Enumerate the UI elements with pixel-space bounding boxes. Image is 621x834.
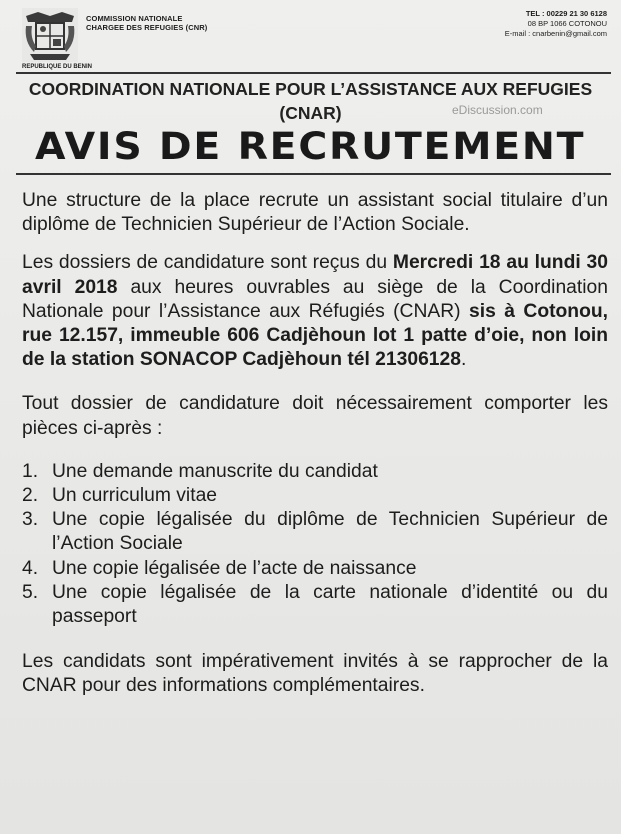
list-item-text: Une copie légalisée du diplôme de Technicien Supérieur de l’Action Sociale: [52, 509, 608, 555]
dates-text-c: aux heures ouvrables au siège de la Coordination Nationale pour l’Assistance aux Réfugiés (CNAR): [22, 276, 608, 322]
dates-period: Mercredi 18 au lundi 30 avril 2018: [22, 252, 608, 298]
list-item: [22, 581, 608, 629]
list-item-number: 3.: [22, 509, 39, 531]
heading-divider: [16, 173, 611, 175]
paragraph-closing: Les candidats sont impérativement invités à se rapprocher de la CNAR pour des informations complémentaires.: [22, 651, 608, 697]
contact-tel: TEL : 00229 21 30 6128: [525, 9, 607, 18]
paragraph-dates: [22, 251, 608, 372]
header-divider: [16, 72, 611, 74]
documents-list: [22, 460, 608, 629]
title-line-2: (CNAR): [279, 103, 342, 123]
list-item: [22, 508, 608, 556]
notice-heading: [0, 125, 621, 169]
list-item: [22, 557, 608, 581]
paragraph-intro: Une structure de la place recrute un assistant social titulaire d’un diplôme de Technicien Supérieur de l’Action Sociale.: [22, 190, 608, 236]
notice-body: [22, 189, 608, 699]
paragraph-requirements: Tout dossier de candidature doit nécessairement comporter les pièces ci-après :: [22, 393, 608, 439]
list-item-text: Une demande manuscrite du candidat: [52, 460, 378, 482]
org-line-1: COMMISSION NATIONALE: [86, 14, 183, 23]
list-item-number: 2.: [22, 485, 39, 507]
list-item-text: Une copie légalisée de la carte nationale d’identité ou du passeport: [52, 581, 608, 628]
notice-heading-text: AVIS DE RECRUTEMENT: [35, 125, 586, 169]
list-item-text: Une copie légalisée de l’acte de naissance: [52, 557, 417, 579]
coat-of-arms-icon: [22, 8, 78, 62]
list-item: [22, 484, 608, 508]
list-item-text: Un curriculum vitae: [52, 485, 218, 507]
list-item-number: 4.: [22, 557, 39, 579]
organization-title: [10, 77, 611, 125]
list-item-number: 1.: [22, 460, 39, 482]
contact-block: [505, 9, 607, 39]
dates-text-a: Les dossiers de candidature sont reçus du: [22, 252, 393, 274]
watermark: eDiscussion.com: [452, 103, 543, 117]
dates-text-e: .: [460, 349, 467, 371]
contact-bp: 08 BP 1066 COTONOU: [527, 19, 607, 28]
list-item: [22, 460, 608, 484]
republic-label: REPUBLIQUE DU BENIN: [22, 64, 93, 70]
org-line-2: CHARGEE DES REFUGIES (CNR): [86, 23, 208, 32]
org-name: [86, 14, 207, 32]
list-item-number: 5.: [22, 581, 39, 603]
dates-address: sis à Cotonou, rue 12.157, immeuble 606 Cadjèhoun lot 1 patte d’oie, non loin de la station SONACOP Cadjèhoun tél 21306128: [22, 300, 608, 371]
title-line-1: COORDINATION NATIONALE POUR L’ASSISTANCE AUX REFUGIES: [28, 79, 593, 99]
contact-email: E-mail : cnarbenin@gmail.com: [504, 29, 607, 38]
